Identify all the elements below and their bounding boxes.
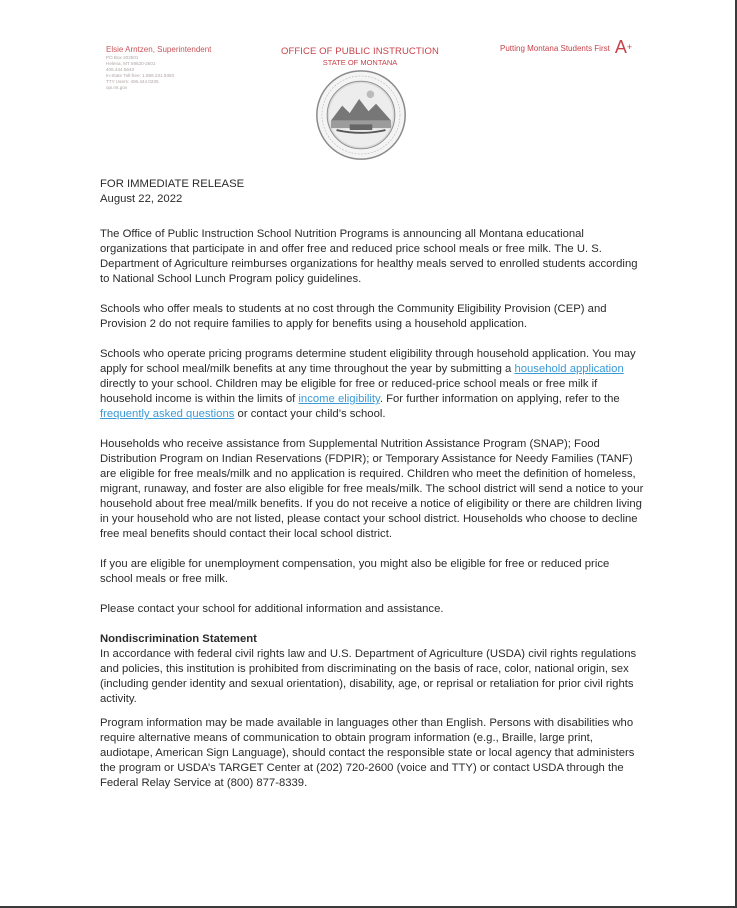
paragraph-pricing: [100, 347, 645, 422]
paragraph-contact: Please contact your school for additional information and assistance.: [100, 603, 444, 615]
paragraph-languages: Program information may be made available in languages other than English. Persons with disabilities who require alternative means of communication to obtain program information (e.g., Braille, large print, audiotape, American Sign Language), should contact the responsible state or local agency that administers the program or USDA’s TARGET Center at (202) 720-2600 (voice and TTY) or contact USDA through the Federal Relay Service at (800) 877-8339.: [100, 717, 635, 789]
letter-body: [100, 177, 645, 806]
text-segment: . For further information on applying, refer to the: [379, 393, 620, 405]
state-title: STATE OF MONTANA: [322, 58, 398, 67]
release-date: August 22, 2022: [100, 193, 183, 205]
text-segment: directly to your school. Children may be eligible for free or reduced-price school meals or free milk if household income is within the limits of: [100, 378, 598, 405]
address-line: Helena, MT 59620-2501: [106, 61, 156, 66]
grade-letter: A: [614, 37, 627, 57]
paragraph-cep: Schools who offer meals to students at no cost through the Community Eligibility Provision (CEP) and Provision 2 do not require families to apply for benefits using a household application.: [100, 303, 607, 330]
a-plus-logo: [614, 37, 633, 57]
address-line: TTY Users: 406.444.0235: [106, 79, 159, 84]
paragraph-assistance: Households who receive assistance from Supplemental Nutrition Assistance Program (SNAP); Food Distribution Program on Indian Reservations (FDPIR); or Temporary Assistance for Needy Families (TANF) are eligible for free meals/milk and no application is required. Children who meet the definition of homeless, migrant, runaway, and foster are also eligible for free meals/milk. The school district will send a notice to your household about free meal/milk benefits. If you do not receive a notice of eligibility or there are children living in your household who are not listed, please contact your school district. Households who choose to decline free meal benefits should contact their local school district.: [100, 438, 644, 540]
household-application-link[interactable]: household application: [514, 363, 624, 375]
address-line: In-State Toll-free: 1.888.231.9393: [106, 73, 175, 78]
paragraph-unemployment: If you are eligible for unemployment compensation, you might also be eligible for free or reduced price school meals or free milk.: [100, 558, 610, 585]
address-line: 406.444.5643: [106, 67, 135, 72]
motto: [500, 37, 633, 58]
text-segment: Schools who operate pricing programs determine student eligibility through household application. You may apply for school meal/milk benefits at any time throughout the year by submitting a: [100, 348, 636, 375]
office-heading: [270, 46, 450, 68]
nondiscrimination-section: [100, 632, 645, 707]
release-block: [100, 177, 645, 207]
address-line: opi.mt.gov: [106, 85, 128, 90]
nondiscrimination-text: In accordance with federal civil rights law and U.S. Department of Agriculture (USDA) civil rights regulations and policies, this institution is prohibited from discriminating on the basis of race, color, national origin, sex (including gender identity and sexual orientation), disability, age, or reprisal or retaliation for prior civil rights activity.: [100, 648, 637, 705]
release-label: FOR IMMEDIATE RELEASE: [100, 178, 245, 190]
office-title: OFFICE OF PUBLIC INSTRUCTION: [281, 46, 439, 57]
superintendent-name: Elsie Arntzen, Superintendent: [106, 45, 212, 54]
nondiscrimination-heading: Nondiscrimination Statement: [100, 633, 257, 645]
income-eligibility-link[interactable]: income eligibility: [298, 393, 380, 405]
paragraph-intro: The Office of Public Instruction School Nutrition Programs is announcing all Montana educational organizations that participate in and offer free and reduced price school meals or free milk. The U. S. Department of Agriculture reimburses organizations for healthy meals served to enrolled students according to National School Lunch Program policy guidelines.: [100, 228, 638, 285]
grade-sup: +: [626, 42, 633, 52]
text-segment: or contact your child’s school.: [234, 408, 386, 420]
state-seal-icon: [314, 68, 408, 162]
motto-text: Putting Montana Students First: [500, 44, 610, 53]
faq-link[interactable]: frequently asked questions: [100, 408, 235, 420]
address-line: PO Box 202501: [106, 55, 139, 60]
sender-block: [106, 44, 276, 91]
